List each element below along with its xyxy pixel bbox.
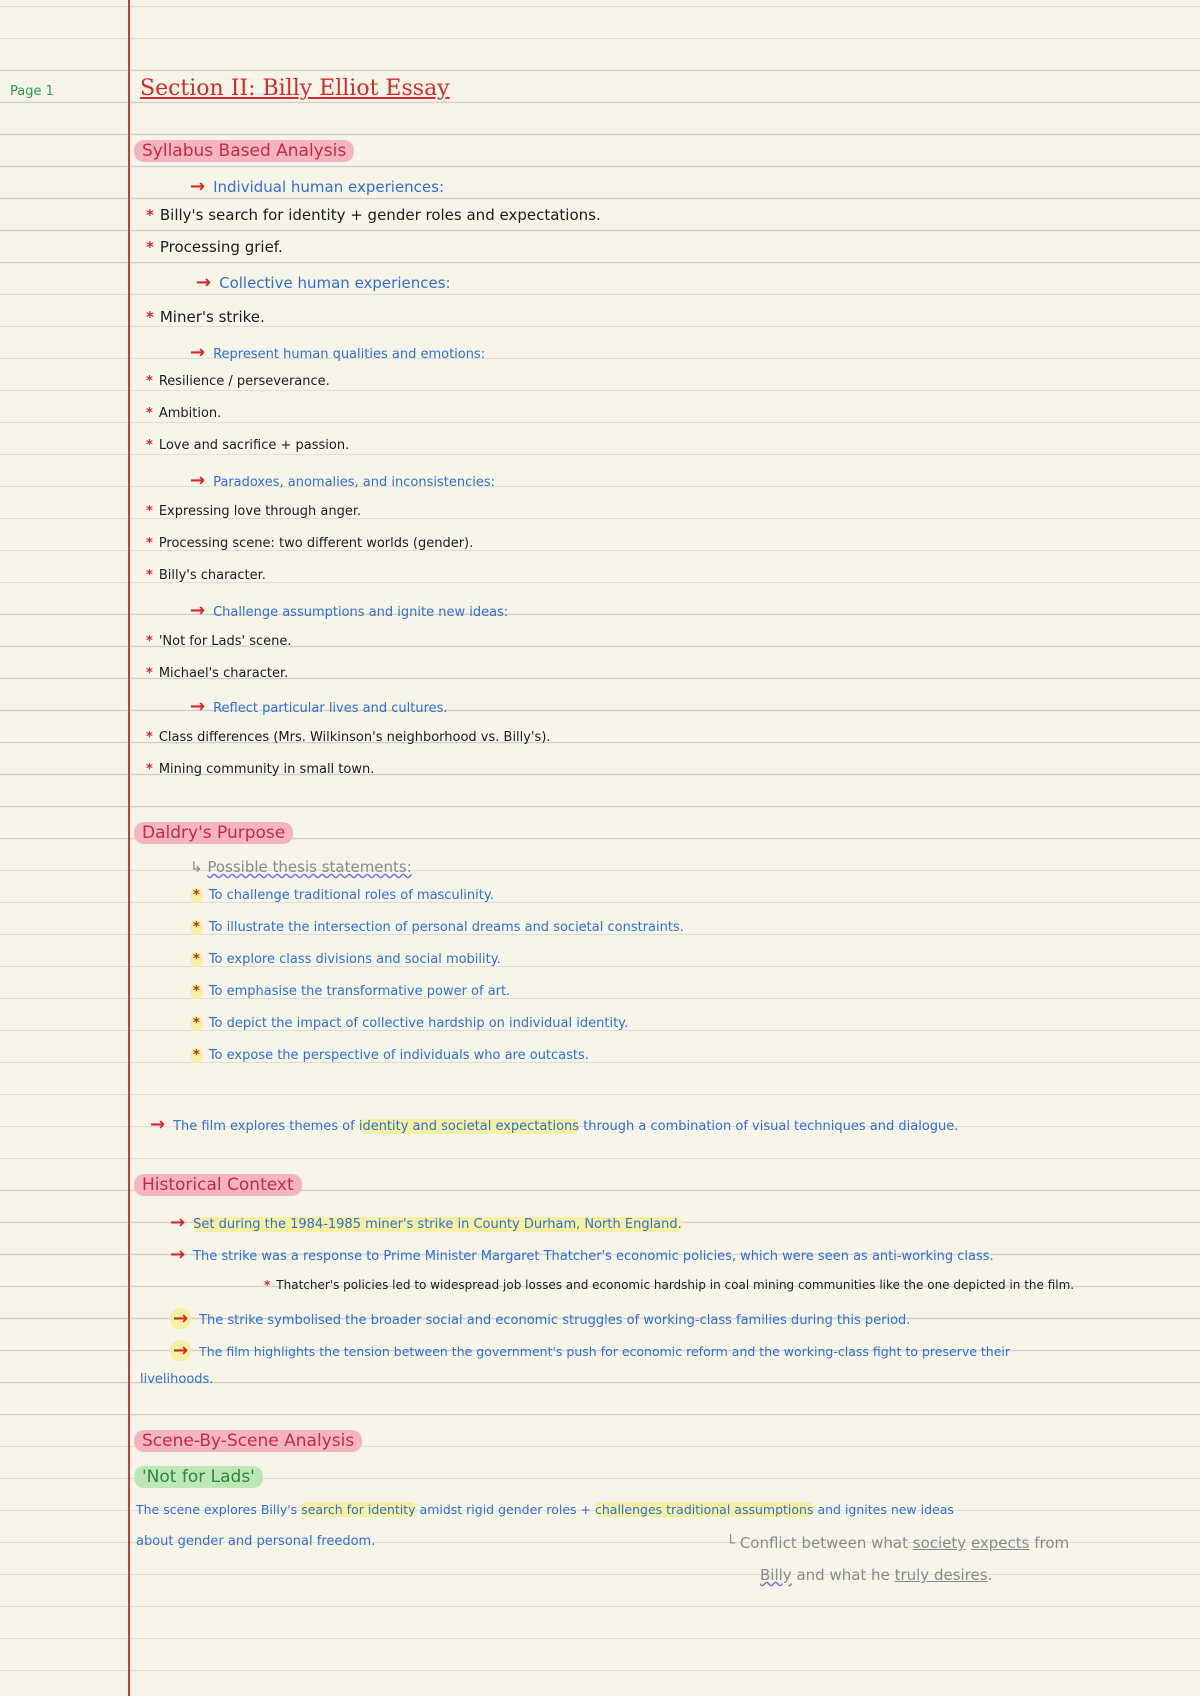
qualities-heading-text: Represent human qualities and emotions: [213,347,486,362]
arrow-icon: → [190,696,206,717]
asterisk-icon: * [146,730,153,745]
thesis-text: To challenge traditional roles of masculinity. [208,888,494,903]
scene-note-text: . [987,1566,993,1584]
scene-heading [134,1430,362,1452]
historical-text: The strike symbolised the broader social and economic struggles of working-class families during this period. [199,1313,911,1328]
historical-heading-tag: Historical Context [134,1174,302,1196]
individual-heading-text: Individual human experiences: [213,178,445,196]
thesis-item [190,920,684,936]
historical-heading [134,1174,302,1196]
reflect-heading [190,696,448,718]
list-item [146,308,265,326]
historical-item [170,1308,910,1330]
historical-subnote [264,1278,1074,1292]
list-item-text: Expressing love through anger. [158,504,362,519]
list-item-text: 'Not for Lads' scene. [158,634,292,649]
arrow-icon: → [190,600,206,621]
list-item-text: Michael's character. [158,666,289,681]
asterisk-icon: * [146,504,153,519]
purpose-sub [190,858,412,876]
arrow-icon: → [150,1114,166,1135]
summary-highlight: identity and societal expectations [358,1119,580,1134]
qualities-heading [190,342,485,364]
list-item [146,730,551,746]
thesis-item [190,984,510,1000]
list-item-text: Ambition. [158,406,222,421]
asterisk-icon: * [146,374,153,389]
scene-line-1 [136,1502,954,1517]
margin-line [128,0,130,1696]
historical-item [170,1212,682,1234]
thesis-text: To illustrate the intersection of personal dreams and societal constraints. [208,920,684,935]
asterisk-icon: * [146,308,154,326]
historical-item [170,1340,1010,1362]
scene-text: and ignites new ideas [817,1502,954,1517]
scene-note-line-2 [760,1566,992,1584]
arrow-icon: → [196,272,212,293]
scene-note-text: from [1034,1534,1070,1552]
scene-note-word: society [912,1534,967,1552]
list-item-text: Resilience / perseverance. [158,374,330,389]
list-item [146,438,349,454]
purpose-summary [150,1114,958,1136]
list-item-text: Love and sacrifice + passion. [158,438,350,453]
challenge-heading-text: Challenge assumptions and ignite new ideas: [213,605,509,620]
asterisk-icon: * [190,1048,203,1063]
asterisk-icon: * [146,762,153,777]
thesis-item [190,952,501,968]
historical-text: The strike was a response to Prime Minister Margaret Thatcher's economic policies, which were seen as anti-working class. [193,1249,994,1264]
asterisk-icon: * [264,1278,271,1292]
asterisk-icon: * [146,666,153,681]
arrow-icon: → [190,342,206,363]
asterisk-icon: * [190,888,203,903]
list-item [146,238,283,256]
individual-heading [190,176,444,198]
return-arrow-icon: └ [726,1534,740,1552]
list-item-text: Mining community in small town. [158,762,375,777]
scene-note-word: Billy [760,1566,792,1584]
list-item-text: Class differences (Mrs. Wilkinson's neighborhood vs. Billy's). [158,730,551,745]
scene-highlight: search for identity [301,1502,416,1517]
scene-note-text: Conflict between what [739,1534,908,1552]
list-item [146,536,473,552]
list-item [146,504,361,520]
paradoxes-heading [190,470,495,492]
scene-note-line-1 [726,1534,1069,1552]
list-item [146,634,292,650]
asterisk-icon: * [146,568,153,583]
purpose-heading-tag: Daldry's Purpose [134,822,293,844]
thesis-item [190,1016,628,1032]
asterisk-icon: * [146,406,153,421]
asterisk-icon: * [146,634,153,649]
page-title: Section II: Billy Elliot Essay [140,76,450,101]
list-item [146,406,221,422]
historical-item [170,1244,994,1266]
arrow-icon: → [170,1212,186,1233]
arrow-icon: → [170,1340,191,1361]
challenge-heading [190,600,508,622]
return-arrow-icon: ↳ [190,858,208,876]
syllabus-heading [134,140,354,162]
scene-note-text: and what he [796,1566,890,1584]
scene-note-word: truly desires [894,1566,988,1584]
thesis-item [190,1048,589,1064]
purpose-sub-text: Possible thesis statements: [207,858,412,876]
scene-heading-tag: Scene-By-Scene Analysis [134,1430,362,1452]
scene-text: The scene explores Billy's [136,1502,298,1517]
scene-tag-label: 'Not for Lads' [134,1466,263,1488]
scene-tag [134,1466,263,1488]
scene-note-word: expects [970,1534,1030,1552]
scene-text: amidst rigid gender roles + [419,1502,592,1517]
paradoxes-heading-text: Paradoxes, anomalies, and inconsistencies: [213,475,495,490]
list-item-text: Billy's search for identity + gender roles and expectations. [159,206,601,224]
thesis-text: To explore class divisions and social mobility. [208,952,501,967]
syllabus-heading-tag: Syllabus Based Analysis [134,140,354,162]
historical-text: Set during the 1984-1985 miner's strike in County Durham, North England. [193,1217,682,1232]
list-item-text: Processing scene: two different worlds (gender). [158,536,474,551]
asterisk-icon: * [190,1016,203,1031]
thesis-item [190,888,494,904]
collective-heading [196,272,451,294]
scene-line-2: about gender and personal freedom. [136,1534,376,1549]
asterisk-icon: * [190,952,203,967]
scene-highlight: challenges traditional assumptions [595,1502,814,1517]
list-item [146,568,266,584]
purpose-heading [134,822,293,844]
reflect-heading-text: Reflect particular lives and cultures. [213,701,448,716]
page-label: Page 1 [10,84,54,99]
arrow-icon: → [190,176,206,197]
summary-text: The film explores themes of [173,1119,355,1134]
list-item-text: Processing grief. [159,238,283,256]
arrow-icon: → [170,1308,191,1329]
asterisk-icon: * [190,920,203,935]
list-item [146,666,288,682]
thesis-text: To depict the impact of collective hardship on individual identity. [208,1016,629,1031]
historical-text: The film highlights the tension between the government's push for economic reform and the working-class fight to preserve their [199,1344,1011,1359]
arrow-icon: → [190,470,206,491]
collective-heading-text: Collective human experiences: [219,274,451,292]
thesis-text: To expose the perspective of individuals who are outcasts. [208,1048,589,1063]
asterisk-icon: * [146,438,153,453]
historical-subnote-text: Thatcher's policies led to widespread job losses and economic hardship in coal mining communities like the one depicted in the film. [276,1278,1075,1292]
list-item [146,206,601,224]
asterisk-icon: * [146,206,154,224]
list-item [146,762,374,778]
list-item-text: Miner's strike. [159,308,265,326]
list-item [146,374,330,390]
asterisk-icon: * [146,536,153,551]
summary-text-end: through a combination of visual techniques and dialogue. [583,1119,959,1134]
asterisk-icon: * [190,984,203,999]
historical-item-cont: livelihoods. [140,1372,214,1387]
thesis-text: To emphasise the transformative power of art. [208,984,511,999]
arrow-icon: → [170,1244,186,1265]
asterisk-icon: * [146,238,154,256]
list-item-text: Billy's character. [158,568,266,583]
